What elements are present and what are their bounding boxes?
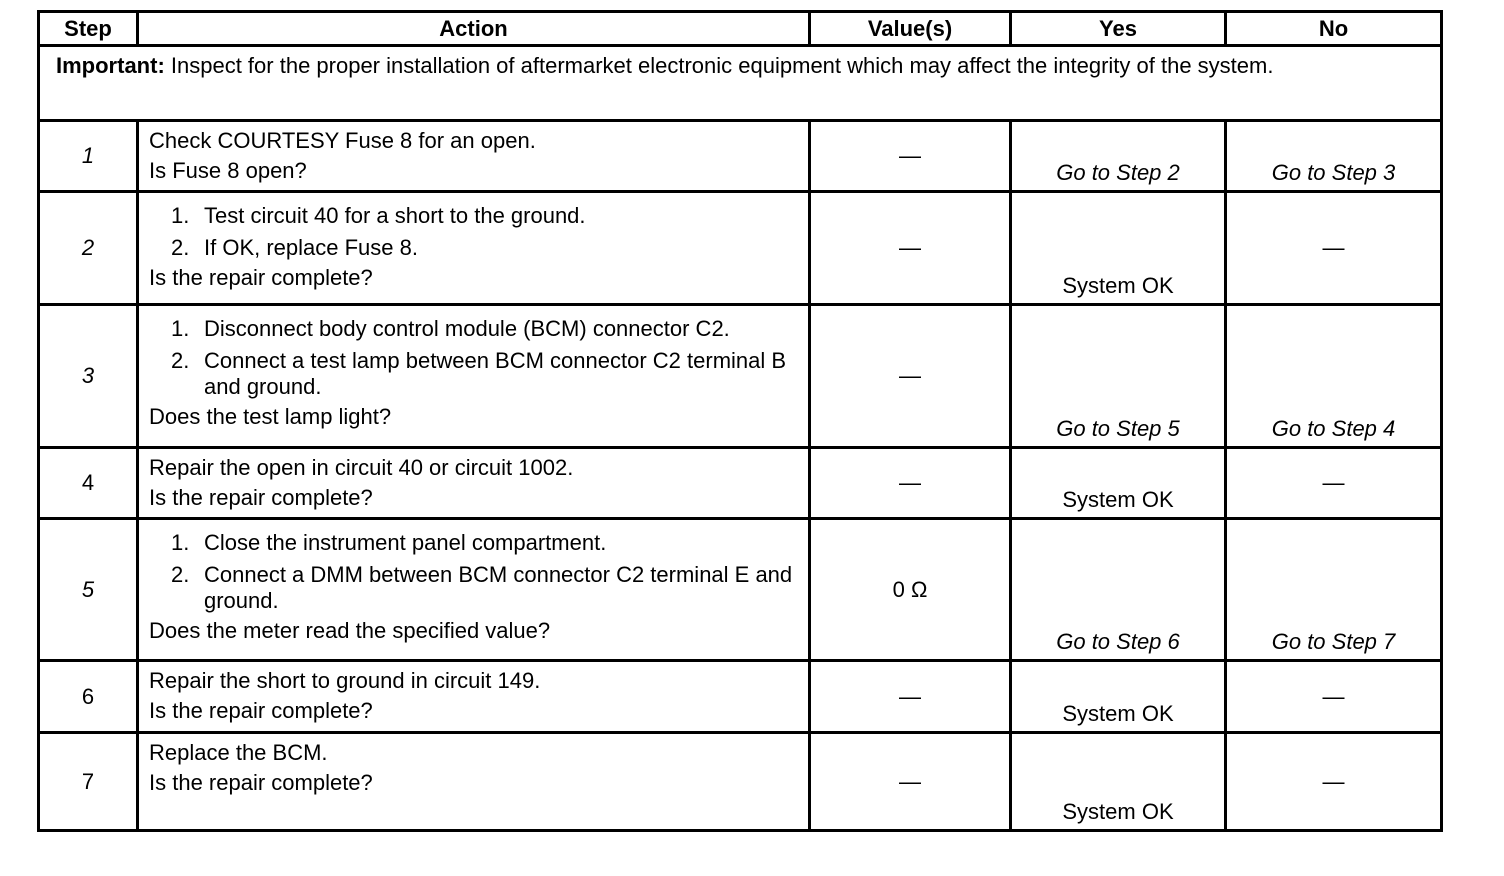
- no-outcome: —: [1322, 235, 1345, 260]
- action-text: Repair the open in circuit 40 or circuit 1002.: [149, 455, 574, 480]
- substep-text: Test circuit 40 for a short to the ground.: [204, 203, 586, 228]
- no-cell: [1226, 661, 1442, 733]
- header-yes: Yes: [1011, 12, 1226, 46]
- yes-cell: [1011, 448, 1226, 519]
- list-item: 2. If OK, replace Fuse 8.: [171, 235, 418, 260]
- no-outcome: —: [1322, 470, 1345, 495]
- step-number: 4: [39, 448, 138, 519]
- header-action: Action: [138, 12, 810, 46]
- yes-outcome: System OK: [1062, 273, 1174, 298]
- table-row: [39, 192, 1442, 305]
- list-item: 1. Close the instrument panel compartment.: [171, 530, 607, 555]
- action-cell: [138, 661, 810, 733]
- no-cell: [1226, 121, 1442, 192]
- step-number: 2: [39, 192, 138, 305]
- no-outcome: Go to Step 7: [1271, 629, 1396, 654]
- yes-outcome: System OK: [1062, 487, 1174, 512]
- yes-cell: [1011, 661, 1226, 733]
- action-cell: [138, 121, 810, 192]
- header-row: [39, 12, 1442, 46]
- action-question: Does the meter read the specified value?: [149, 618, 551, 643]
- value-cell: —: [810, 733, 1011, 831]
- no-cell: [1226, 192, 1442, 305]
- substep-text: Connect a DMM between BCM connector C2 terminal E and ground.: [204, 562, 793, 613]
- action-substeps: [149, 316, 798, 400]
- yes-outcome: System OK: [1062, 701, 1174, 726]
- action-cell: [138, 192, 810, 305]
- header-values: Value(s): [810, 12, 1011, 46]
- action-text: Replace the BCM.: [149, 740, 328, 765]
- yes-cell: [1011, 305, 1226, 448]
- no-outcome: Go to Step 3: [1271, 160, 1396, 185]
- value-cell: —: [810, 448, 1011, 519]
- action-cell: [138, 448, 810, 519]
- action-question: Is the repair complete?: [149, 770, 373, 795]
- yes-outcome: Go to Step 6: [1056, 629, 1180, 654]
- list-item: 1. Test circuit 40 for a short to the ground.: [171, 203, 586, 228]
- important-row: [39, 46, 1442, 121]
- substep-text: Disconnect body control module (BCM) connector C2.: [204, 316, 730, 341]
- substep-text: Connect a test lamp between BCM connector C2 terminal B and ground.: [204, 348, 787, 399]
- no-outcome: —: [1322, 683, 1345, 709]
- value-cell: —: [810, 305, 1011, 448]
- important-label: Important:: [56, 53, 165, 78]
- no-cell: [1226, 305, 1442, 448]
- yes-cell: [1011, 519, 1226, 661]
- step-number: 6: [39, 661, 138, 733]
- list-item: 2. Connect a test lamp between BCM connector C2 terminal B and ground.: [171, 348, 787, 399]
- action-question: Is the repair complete?: [149, 265, 373, 290]
- header-no: No: [1226, 12, 1442, 46]
- yes-cell: [1011, 192, 1226, 305]
- value-cell: —: [810, 192, 1011, 305]
- no-outcome: —: [1322, 768, 1345, 794]
- no-cell: [1226, 733, 1442, 831]
- action-question: Does the test lamp light?: [149, 404, 392, 429]
- list-item: 1. Disconnect body control module (BCM) connector C2.: [171, 316, 730, 341]
- step-number: 3: [39, 305, 138, 448]
- important-text: Inspect for the proper installation of aftermarket electronic equipment which may affect the integrity of the system.: [170, 53, 1274, 78]
- table-row: [39, 733, 1442, 831]
- important-note: [39, 46, 1442, 121]
- action-cell: [138, 519, 810, 661]
- value-cell: —: [810, 661, 1011, 733]
- table-row: [39, 121, 1442, 192]
- diagnostic-table: [37, 10, 1443, 832]
- table-row: [39, 661, 1442, 733]
- substep-text: Close the instrument panel compartment.: [204, 530, 607, 555]
- yes-outcome: Go to Step 2: [1056, 160, 1180, 185]
- step-number: 1: [39, 121, 138, 192]
- value-cell: —: [810, 121, 1011, 192]
- step-number: 7: [39, 733, 138, 831]
- action-cell: [138, 305, 810, 448]
- no-outcome: Go to Step 4: [1271, 416, 1396, 441]
- table-row: [39, 305, 1442, 448]
- action-text: Repair the short to ground in circuit 149.: [149, 668, 541, 693]
- step-number: 5: [39, 519, 138, 661]
- list-item: 2. Connect a DMM between BCM connector C2 terminal E and ground.: [171, 562, 793, 613]
- table-row: [39, 448, 1442, 519]
- value-cell: 0 Ω: [810, 519, 1011, 661]
- action-cell: [138, 733, 810, 831]
- yes-cell: [1011, 121, 1226, 192]
- yes-outcome: Go to Step 5: [1056, 416, 1180, 441]
- header-step: Step: [39, 12, 138, 46]
- action-substeps: [149, 530, 798, 614]
- action-substeps: [149, 203, 798, 261]
- yes-outcome: System OK: [1062, 799, 1174, 824]
- substep-text: If OK, replace Fuse 8.: [204, 235, 418, 260]
- no-cell: [1226, 448, 1442, 519]
- table-row: [39, 519, 1442, 661]
- yes-cell: [1011, 733, 1226, 831]
- action-text: Check COURTESY Fuse 8 for an open.: [149, 128, 536, 153]
- action-question: Is the repair complete?: [149, 485, 373, 510]
- action-question: Is the repair complete?: [149, 698, 373, 723]
- action-question: Is Fuse 8 open?: [149, 158, 307, 183]
- no-cell: [1226, 519, 1442, 661]
